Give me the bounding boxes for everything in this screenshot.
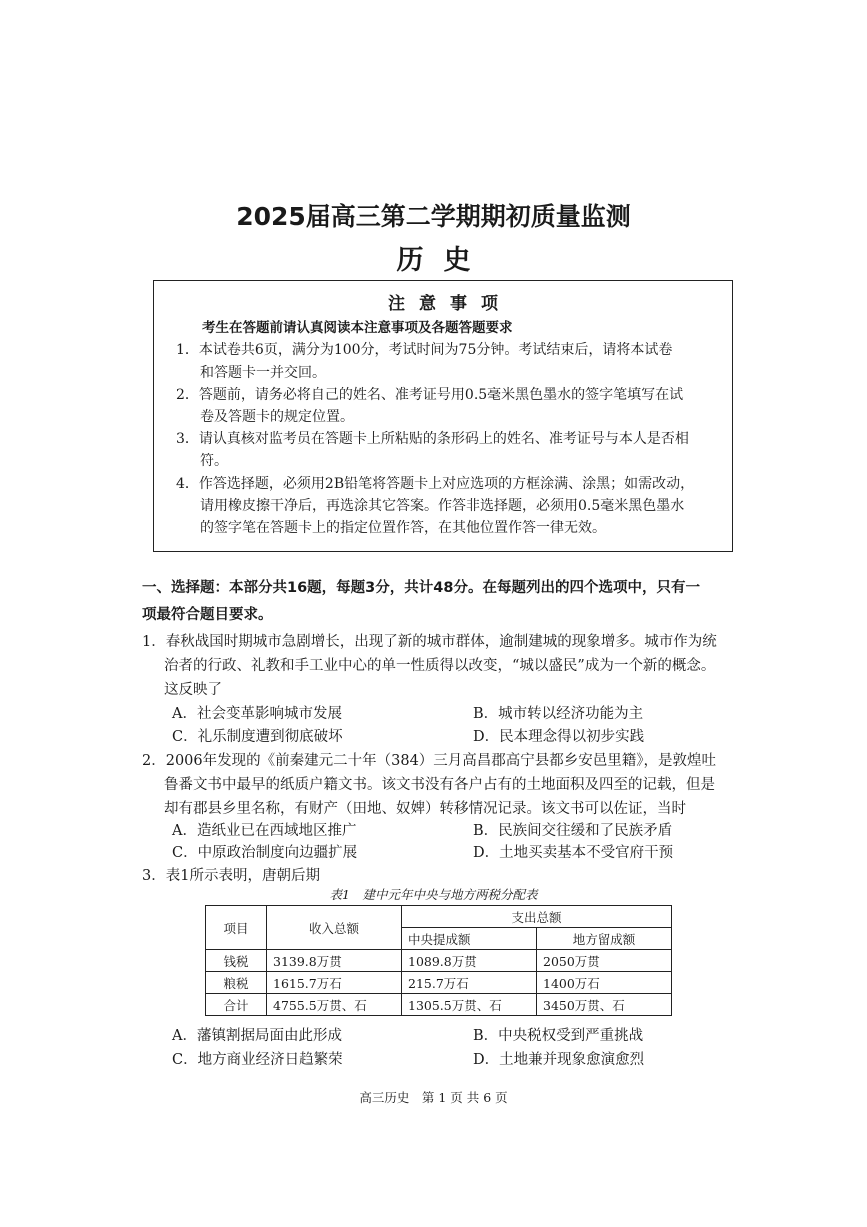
- table-cell-local: 3450万贯、石: [537, 994, 672, 1016]
- table-cell-local: 2050万贯: [537, 950, 672, 972]
- question-2-line-2: 鲁番文书中最早的纸质户籍文书。该文书没有各户占有的土地面积及四至的记载，但是: [164, 777, 715, 793]
- subject-title: 历史: [396, 245, 491, 276]
- question-2-line-1: 2．2006年发现的《前秦建元二十年（384）三月高昌郡高宁县都乡安邑里籍》，是敦煌吐: [142, 753, 717, 769]
- table-cell-item: 钱税: [206, 950, 267, 972]
- question-1-option-a: A．社会变革影响城市发展: [172, 706, 342, 722]
- question-2-option-c: C．中原政治制度向边疆扩展: [172, 845, 358, 861]
- question-3-option-a: A．藩镇割据局面由此形成: [172, 1028, 342, 1044]
- table-cell-central: 1305.5万贯、石: [402, 994, 537, 1016]
- table-header-expense: 支出总额: [402, 906, 672, 928]
- table-cell-item: 粮税: [206, 972, 267, 994]
- notice-item-2-line-2: 卷及答题卡的规定位置。: [200, 409, 354, 425]
- notice-item-3-line-2: 符。: [200, 453, 228, 469]
- table-cell-central: 1089.8万贯: [402, 950, 537, 972]
- table-row: [206, 950, 672, 972]
- table-cell-income: 4755.5万贯、石: [267, 994, 402, 1016]
- question-2-option-b: B．民族间交往缓和了民族矛盾: [473, 823, 673, 839]
- table-header-local: 地方留成额: [537, 928, 672, 950]
- table-header-item: 项目: [206, 906, 267, 950]
- section-instruction-line-1: 一、选择题：本部分共16题，每题3分，共计48分。在每题列出的四个选项中，只有一: [142, 580, 700, 596]
- question-3-option-c: C．地方商业经济日趋繁荣: [172, 1052, 343, 1068]
- exam-title: 2025届高三第二学期期初质量监测: [236, 202, 631, 231]
- table-cell-item: 合计: [206, 994, 267, 1016]
- question-1-option-d: D．民本理念得以初步实践: [473, 729, 645, 745]
- question-3-option-d: D．土地兼并现象愈演愈烈: [473, 1052, 645, 1068]
- table-row: [206, 994, 672, 1016]
- table-row: [206, 972, 672, 994]
- table-caption: 表1 建中元年中央与地方两税分配表: [329, 887, 538, 902]
- table-cell-local: 1400万石: [537, 972, 672, 994]
- table-header-central: 中央提成额: [402, 928, 537, 950]
- question-1-option-b: B．城市转以经济功能为主: [473, 706, 644, 722]
- question-2-option-a: A．造纸业已在西域地区推广: [172, 823, 357, 839]
- page-footer: 高三历史 第 1 页 共 6 页: [359, 1090, 508, 1105]
- table-header-income: 收入总额: [267, 906, 402, 950]
- question-1-option-c: C．礼乐制度遭到彻底破坏: [172, 729, 343, 745]
- question-3-line-1: 3．表1所示表明，唐朝后期: [142, 868, 320, 884]
- table-cell-income: 1615.7万石: [267, 972, 402, 994]
- tax-distribution-table: [205, 905, 672, 1016]
- table-cell-central: 215.7万石: [402, 972, 537, 994]
- question-1-line-1: 1．春秋战国时期城市急剧增长，出现了新的城市群体，逾制建城的现象增多。城市作为统: [142, 634, 717, 650]
- notice-item-1-line-2: 和答题卡一并交回。: [200, 365, 326, 381]
- section-instruction-line-2: 项最符合题目要求。: [142, 607, 273, 623]
- question-1-line-3: 这反映了: [164, 682, 222, 698]
- question-3-option-b: B．中央税权受到严重挑战: [473, 1028, 644, 1044]
- question-1-line-2: 治者的行政、礼教和手工业中心的单一性质得以改变，“城以盛民”成为一个新的概念。: [164, 658, 716, 674]
- notice-item-1-line-1: 1．本试卷共6页，满分为100分，考试时间为75分钟。考试结束后，请将本试卷: [176, 342, 673, 358]
- notice-subheading: 考生在答题前请认真阅读本注意事项及各题答题要求: [202, 320, 513, 336]
- table-cell-income: 3139.8万贯: [267, 950, 402, 972]
- notice-item-3-line-1: 3．请认真核对监考员在答题卡上所粘贴的条形码上的姓名、准考证号与本人是否相: [176, 431, 689, 447]
- notice-item-4-line-1: 4．作答选择题，必须用2B铅笔将答题卡上对应选项的方框涂满、涂黑；如需改动，: [176, 476, 695, 492]
- notice-item-2-line-1: 2．答题前，请务必将自己的姓名、准考证号用0.5毫米黑色墨水的签字笔填写在试: [176, 387, 684, 403]
- notice-item-4-line-2: 请用橡皮擦干净后，再选涂其它答案。作答非选择题，必须用0.5毫米黑色墨水: [200, 498, 685, 514]
- question-2-option-d: D．土地买卖基本不受官府干预: [473, 845, 674, 861]
- notice-heading: 注意事项: [388, 294, 512, 314]
- notice-item-4-line-3: 的签字笔在答题卡上的指定位置作答，在其他位置作答一律无效。: [200, 520, 606, 536]
- question-2-line-3: 却有郡县乡里名称，有财产（田地、奴婢）转移情况记录。该文书可以佐证，当时: [164, 801, 686, 817]
